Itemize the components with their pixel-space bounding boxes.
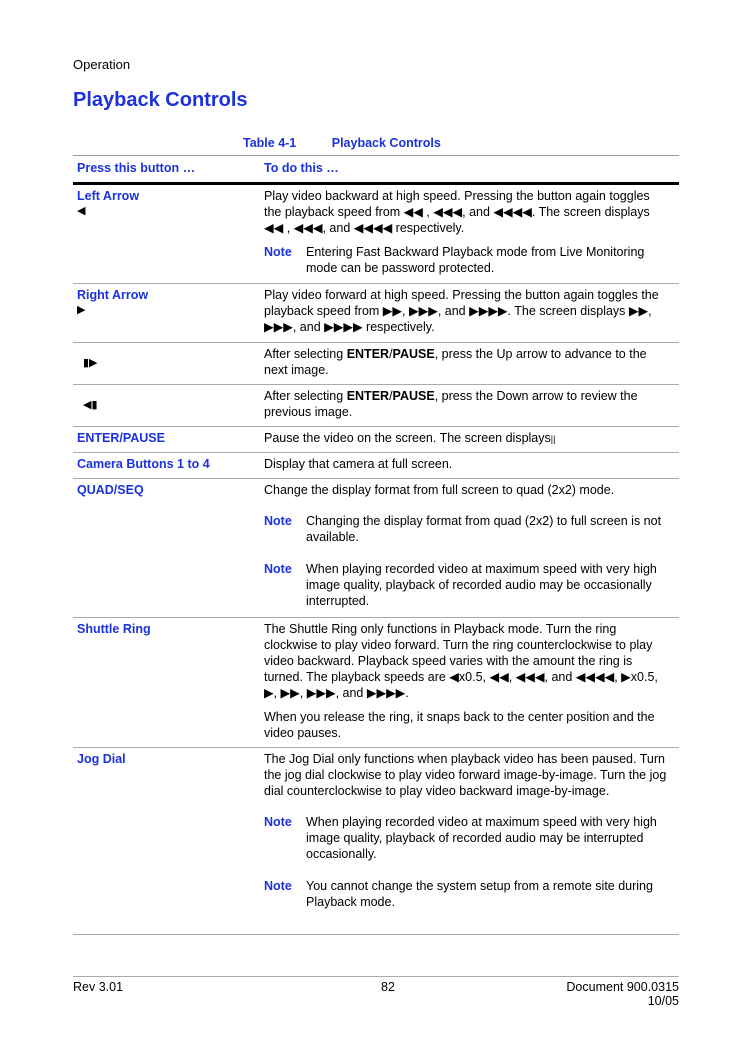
row-description: Pause the video on the screen. The screen displays||	[264, 431, 556, 445]
row-description: After selecting ENTER/PAUSE, press the Down arrow to review the previous image.	[264, 389, 638, 419]
note-label: Note	[264, 245, 292, 259]
button-name: QUAD/SEQ	[77, 483, 144, 497]
table-caption-title: Playback Controls	[331, 136, 441, 150]
note-label: Note	[264, 879, 292, 893]
button-name: Left Arrow	[77, 189, 140, 203]
row-description: After selecting ENTER/PAUSE, press the Up arrow to advance to the next image.	[264, 347, 647, 377]
note	[264, 561, 668, 609]
note-label: Note	[264, 815, 292, 829]
table-row-jog-dial	[73, 748, 679, 935]
note	[264, 814, 668, 862]
button-name: Right Arrow	[77, 288, 149, 302]
button-name: ENTER/PAUSE	[77, 431, 165, 445]
note-text: You cannot change the system setup from a remote site during Playback mode.	[306, 879, 653, 909]
table-header-row	[73, 155, 679, 185]
step-forward-icon: ▮▶	[83, 357, 98, 369]
footer-document-number: Document 900.0315	[566, 980, 679, 994]
button-name: Camera Buttons 1 to 4	[77, 457, 210, 471]
table-row-camera-buttons	[73, 453, 679, 479]
footer-revision: Rev 3.01	[73, 980, 124, 994]
table-row-step-backward	[73, 385, 679, 427]
button-name: Shuttle Ring	[77, 622, 151, 636]
button-name: Jog Dial	[77, 752, 126, 766]
playback-controls-table	[73, 155, 679, 935]
left-arrow-icon: ◀	[77, 205, 86, 217]
right-arrow-icon: ▶	[77, 304, 86, 316]
footer-date: 10/05	[647, 994, 679, 1008]
footer-document	[566, 980, 679, 1008]
footer-rule	[73, 976, 679, 977]
note-text: When playing recorded video at maximum speed with very high image quality, playback of recorded audio may be interrupted occasionally.	[306, 815, 657, 861]
note-text: Changing the display format from quad (2x2) to full screen is not available.	[306, 514, 662, 544]
section-label: Operation	[73, 57, 131, 72]
row-description-2: When you release the ring, it snaps back to the center position and the video pauses.	[264, 710, 655, 740]
row-description: Play video forward at high speed. Pressing the button again toggles the playback speed from ▶▶, ▶▶▶, and ▶▶▶▶. The screen displays ▶▶, ▶▶▶, and ▶▶▶▶ respectively.	[264, 288, 659, 334]
column-header-button: Press this button …	[77, 161, 196, 175]
row-description: The Jog Dial only functions when playback video has been paused. Turn the jog dial clockwise to play video forward image-by-image. Turn the jog dial counterclockwise to play video backward image-by-image.	[264, 752, 667, 798]
column-header-action: To do this …	[264, 161, 339, 175]
note	[264, 244, 668, 276]
row-description: The Shuttle Ring only functions in Playback mode. Turn the ring clockwise to play video forward. Turn the ring counterclockwise to play video backward. Playback speed varies with the amount the ring is turned. The playback speeds are ◀x0.5, ◀◀, ◀◀◀, and ◀◀◀◀, ▶x0.5, ▶, ▶▶, ▶▶▶, and ▶▶▶▶.	[264, 622, 658, 700]
row-description: Display that camera at full screen.	[264, 457, 453, 471]
step-backward-icon: ◀▮	[83, 399, 98, 411]
table-caption-number: Table 4-1	[243, 136, 297, 150]
row-description: Play video backward at high speed. Pressing the button again toggles the playback speed from ◀◀ , ◀◀◀, and ◀◀◀◀. The screen displays ◀◀ , ◀◀◀, and ◀◀◀◀ respectively.	[264, 189, 650, 235]
table-row-quad-seq	[73, 479, 679, 618]
table-row-step-forward	[73, 343, 679, 385]
table-row-shuttle-ring	[73, 618, 679, 748]
note	[264, 513, 668, 545]
note-label: Note	[264, 514, 292, 528]
table-row-left-arrow	[73, 185, 679, 284]
note-text: Entering Fast Backward Playback mode from Live Monitoring mode can be password protected.	[306, 245, 645, 275]
row-description: Change the display format from full screen to quad (2x2) mode.	[264, 483, 615, 497]
table-row-enter-pause	[73, 427, 679, 453]
table-row-right-arrow	[73, 284, 679, 343]
note-label: Note	[264, 562, 292, 576]
footer-page-number: 82	[381, 980, 395, 994]
table-caption	[243, 136, 441, 150]
pause-icon: ||	[550, 434, 556, 444]
note	[264, 878, 668, 910]
page-title: Playback Controls	[73, 89, 248, 111]
note-text: When playing recorded video at maximum speed with very high image quality, playback of recorded audio may be occasionally interrupted.	[306, 562, 657, 608]
